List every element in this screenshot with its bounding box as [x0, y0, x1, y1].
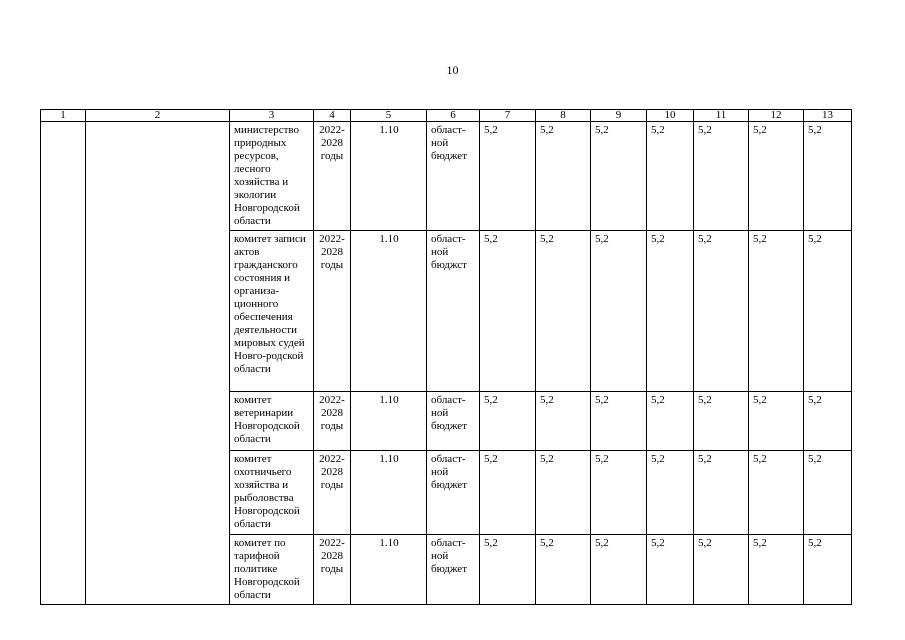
period-cell: 2022-2028 годы — [314, 451, 351, 535]
source-cell: област-ной бюджет — [427, 122, 480, 231]
source-cell: област-ной бюджет — [427, 451, 480, 535]
executor-cell: министерство природных ресурсов, лесного хозяйства и экологии Новгородской области — [230, 122, 314, 231]
value-cell: 5,2 — [749, 231, 804, 392]
col2-cell-empty — [86, 122, 230, 605]
executor-cell: комитет ветеринарии Новгородской области — [230, 392, 314, 451]
column-header: 3 — [230, 110, 314, 122]
value-cell: 5,2 — [591, 392, 647, 451]
target-cell: 1.10 — [351, 122, 427, 231]
source-cell: област-ной бюджет — [427, 535, 480, 605]
value-cell: 5,2 — [647, 451, 694, 535]
column-header: 5 — [351, 110, 427, 122]
value-cell: 5,2 — [647, 535, 694, 605]
target-cell: 1.10 — [351, 535, 427, 605]
executor-cell: комитет охотничьего хозяйства и рыболовства Новгородской области — [230, 451, 314, 535]
value-cell: 5,2 — [804, 122, 852, 231]
value-cell: 5,2 — [647, 392, 694, 451]
value-cell: 5,2 — [804, 392, 852, 451]
value-cell: 5,2 — [749, 392, 804, 451]
period-cell: 2022-2028 годы — [314, 535, 351, 605]
value-cell: 5,2 — [591, 535, 647, 605]
value-cell: 5,2 — [480, 392, 536, 451]
value-cell: 5,2 — [536, 122, 591, 231]
column-header: 8 — [536, 110, 591, 122]
value-cell: 5,2 — [749, 535, 804, 605]
value-cell: 5,2 — [536, 231, 591, 392]
value-cell: 5,2 — [480, 451, 536, 535]
period-cell: 2022-2028 годы — [314, 231, 351, 392]
value-cell: 5,2 — [647, 122, 694, 231]
value-cell: 5,2 — [804, 451, 852, 535]
executor-cell: комитет записи актов гражданского состояния и организа-ционного обеспечения деятельности мировых судей Новго-родской области — [230, 231, 314, 392]
column-header: 2 — [86, 110, 230, 122]
value-cell: 5,2 — [749, 451, 804, 535]
value-cell: 5,2 — [591, 451, 647, 535]
value-cell: 5,2 — [536, 392, 591, 451]
value-cell: 5,2 — [480, 231, 536, 392]
source-cell: област-ной бюджст — [427, 231, 480, 392]
value-cell: 5,2 — [536, 535, 591, 605]
value-cell: 5,2 — [694, 535, 749, 605]
value-cell: 5,2 — [591, 231, 647, 392]
column-header: 10 — [647, 110, 694, 122]
target-cell: 1.10 — [351, 451, 427, 535]
col1-cell-empty — [41, 122, 86, 605]
column-header: 6 — [427, 110, 480, 122]
target-cell: 1.10 — [351, 231, 427, 392]
value-cell: 5,2 — [480, 122, 536, 231]
value-cell: 5,2 — [694, 231, 749, 392]
page-number: 10 — [446, 63, 459, 77]
value-cell: 5,2 — [480, 535, 536, 605]
target-cell: 1.10 — [351, 392, 427, 451]
value-cell: 5,2 — [591, 122, 647, 231]
value-cell: 5,2 — [804, 535, 852, 605]
program-table — [40, 109, 852, 605]
value-cell: 5,2 — [749, 122, 804, 231]
value-cell: 5,2 — [647, 231, 694, 392]
column-header: 13 — [804, 110, 852, 122]
period-cell: 2022-2028 годы — [314, 392, 351, 451]
column-header: 1 — [41, 110, 86, 122]
column-header: 11 — [694, 110, 749, 122]
table-row — [41, 122, 852, 231]
column-header: 9 — [591, 110, 647, 122]
executor-cell: комитет по тарифной политике Новгородской области — [230, 535, 314, 605]
period-cell: 2022-2028 годы — [314, 122, 351, 231]
header-row — [41, 110, 852, 122]
value-cell: 5,2 — [536, 451, 591, 535]
column-header: 4 — [314, 110, 351, 122]
value-cell: 5,2 — [694, 451, 749, 535]
source-cell: област-ной бюджет — [427, 392, 480, 451]
value-cell: 5,2 — [694, 122, 749, 231]
value-cell: 5,2 — [694, 392, 749, 451]
column-header: 12 — [749, 110, 804, 122]
value-cell: 5,2 — [804, 231, 852, 392]
column-header: 7 — [480, 110, 536, 122]
